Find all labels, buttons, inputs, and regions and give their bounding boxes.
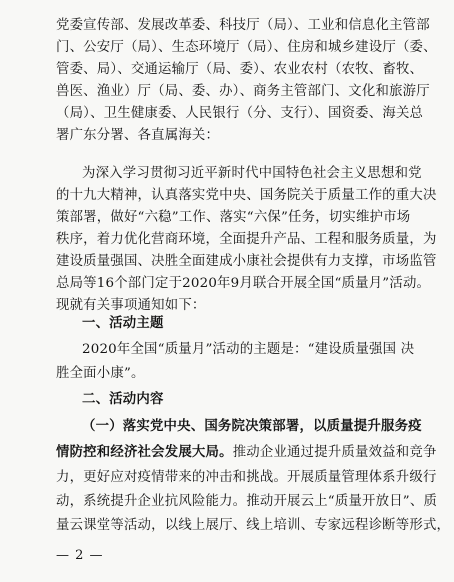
- text-line: 管委、局）、交通运输厅（局、委）、农业农村（农牧、畜牧、: [56, 62, 424, 77]
- page-number: — 2 —: [56, 548, 104, 563]
- theme-line: 胜全面小康”。: [56, 366, 145, 381]
- paragraph-line: 为深入学习贯彻习近平新时代中国特色社会主义思想和党: [82, 166, 422, 181]
- content-bold-span: 情防控和经济社会发展大局。: [56, 444, 233, 460]
- content-line: 力，更好应对疫情带来的冲击和挑战。开展质量管理体系升级行: [56, 470, 437, 485]
- text-line: 署广东分署、各直属海关：: [56, 128, 220, 143]
- text-line: 兽医、渔业）厅（局、委、办）、商务主管部门、文化和旅游厅: [56, 84, 430, 99]
- section-heading-theme: 一、活动主题: [82, 316, 164, 331]
- content-line: 量云课堂等活动，以线上展厅、线上培训、专家远程诊断等形式，: [56, 518, 451, 533]
- text-line: 门、公安厅（局）、生态环境厅（局）、住房和城乡建设厅（委、: [56, 40, 437, 55]
- paragraph-line: 策部署，做好“六稳”工作、落实“六保”任务，切实维护市场: [56, 210, 411, 225]
- content-line: 动，系统提升企业抗风险能力。推动开展云上“质量开放日”、质: [56, 494, 438, 509]
- section-heading-content: 二、活动内容: [82, 392, 164, 407]
- paragraph-line: 现就有关事项通知如下：: [56, 298, 206, 313]
- paragraph-line: 秩序，着力优化营商环境，全面提升产品、工程和服务质量，为: [56, 232, 437, 247]
- paragraph-line: 总局等16个部门定于2020年9月联合开展全国“质量月”活动。: [56, 276, 431, 291]
- paragraph-line: 的十九大精神，认真落实党中央、国务院关于质量工作的重大决: [56, 188, 437, 203]
- content-span: 推动企业通过提升质量效益和竞争: [232, 445, 437, 460]
- content-bold-line: （一）落实党中央、国务院决策部署，以质量提升服务疫: [82, 418, 422, 434]
- paragraph-line: 建设质量强国、决胜全面建成小康社会提供有力支撑，市场监管: [56, 254, 437, 269]
- text-line: 党委宣传部、发展改革委、科技厅（局）、工业和信息化主管部: [56, 18, 430, 33]
- content-mixed-line: [56, 444, 437, 461]
- text-line: （局）、卫生健康委、人民银行（分、支行）、国资委、海关总: [56, 106, 424, 121]
- theme-line: 2020年全国“质量月”活动的主题是：“建设质量强国 决: [82, 342, 415, 357]
